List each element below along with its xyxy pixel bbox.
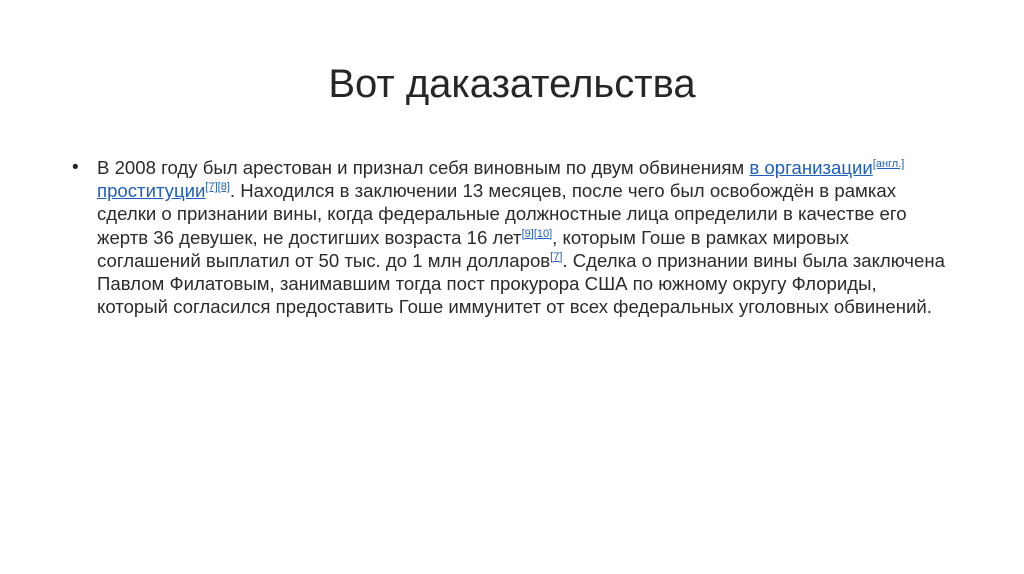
footnote-link-9[interactable]: [9] (521, 227, 534, 240)
footnote-link-8[interactable]: [8] (217, 181, 230, 194)
bullet-marker: • (72, 157, 79, 178)
slide-body (72, 156, 952, 318)
slide-title: Вот даказательства (328, 62, 696, 106)
footnote-ref[interactable] (873, 158, 905, 170)
footnote-ref[interactable] (205, 181, 229, 193)
footnote-link-7[interactable]: [7] (205, 181, 218, 194)
footnote-link-10[interactable]: [10] (533, 227, 553, 240)
footnote-link-eng[interactable]: [англ.] (872, 158, 905, 170)
text-segment: В 2008 году был арестован и признал себя виновным по двум обвинениям (97, 157, 750, 178)
text-segment: . Находился в заключении 13 месяцев, после чего был освобождён в рамках сделки о признании вины, когда федеральные должностные лица определили в качестве его жертв 36 девушек, не достигших возраста 16 лет (97, 180, 907, 248)
footnote-ref[interactable] (550, 251, 562, 263)
text-segment: . Сделка о признании вины была заключена Павлом Филатовым, занимавшим тогда пост прокурора США по южному округу Флориды, который согласился предоставить Гоше иммунитет от всех федеральных уголовных обвинений. (97, 249, 945, 318)
bullet-paragraph (97, 156, 952, 318)
text-segment: , которым Гоше в рамках мировых соглашений выплатил от 50 тыс. до 1 млн долларов (97, 226, 849, 271)
footnote-link-7b[interactable]: [7] (550, 250, 563, 263)
link-organization[interactable]: в организации (749, 157, 873, 178)
bullet-item (72, 156, 952, 318)
footnote-ref[interactable] (522, 228, 553, 240)
link-prostitution[interactable]: проституции (97, 180, 206, 202)
